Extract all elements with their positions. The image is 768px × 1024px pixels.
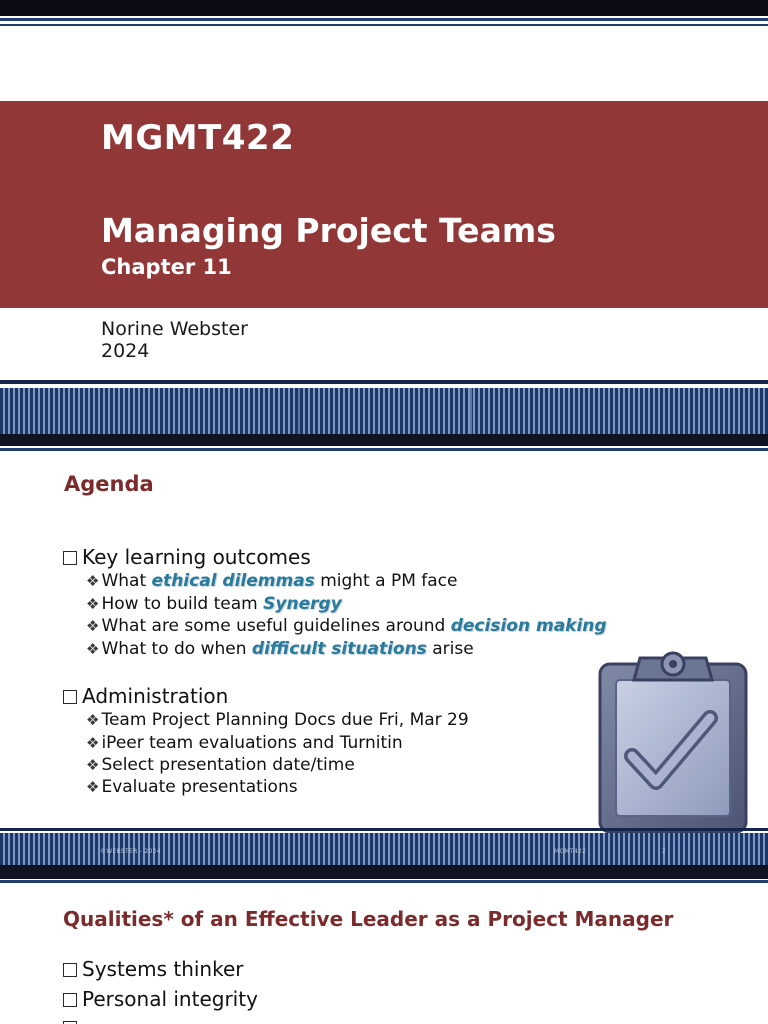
top-rule-thin — [0, 24, 768, 26]
band-divider — [470, 388, 472, 434]
slide1-top-bar — [0, 0, 768, 16]
clipboard-checkmark-icon — [594, 646, 752, 836]
checkbox-bullet-icon — [63, 993, 77, 1007]
footer-page-number: 2 — [662, 848, 667, 855]
diamond-bullet-icon: ❖ — [86, 711, 100, 729]
list-item-partial — [63, 1015, 82, 1024]
footer-rule-bottom — [0, 880, 768, 883]
checkbox-bullet-icon — [63, 963, 77, 977]
agenda-title: Agenda — [64, 472, 154, 496]
course-code: MGMT422 — [101, 118, 295, 158]
section-heading: Key learning outcomes — [82, 545, 311, 569]
chapter-label: Chapter 11 — [101, 255, 232, 279]
diamond-bullet-icon: ❖ — [86, 595, 100, 613]
stripe-band-1 — [0, 388, 768, 434]
diamond-bullet-icon: ❖ — [86, 640, 100, 658]
footer-course: MGMT422 — [554, 848, 587, 855]
highlight-text: difficult situations — [251, 639, 427, 659]
list-item: Systems thinker — [63, 957, 244, 981]
footer-copyright: ©WEBSTER - 2024 — [100, 848, 161, 855]
checkbox-bullet-icon — [63, 551, 77, 565]
top-rule — [0, 18, 768, 21]
diamond-bullet-icon: ❖ — [86, 756, 100, 774]
section-administration — [63, 684, 228, 708]
author-year: 2024 — [101, 340, 150, 362]
band-rule-bottom — [0, 448, 768, 451]
footer-rule-top — [0, 828, 768, 831]
list-item: ❖ Team Project Planning Docs due Fri, Mar 29 — [86, 710, 469, 730]
highlight-text: Synergy — [263, 594, 342, 614]
checkbox-bullet-icon — [63, 690, 77, 704]
diamond-bullet-icon: ❖ — [86, 617, 100, 635]
band-divider — [298, 388, 300, 434]
diamond-bullet-icon: ❖ — [86, 734, 100, 752]
section-key-learning — [63, 545, 311, 569]
list-item: ❖ What to do when difficult situations arise — [86, 639, 474, 659]
list-item: Personal integrity — [63, 987, 258, 1011]
list-item: ❖ What are some useful guidelines around decision making — [86, 616, 607, 636]
list-item: ❖ Evaluate presentations — [86, 777, 298, 797]
list-item: ❖ What ethical dilemmas might a PM face — [86, 571, 458, 591]
list-item: ❖ iPeer team evaluations and Turnitin — [86, 733, 403, 753]
author-block — [101, 318, 248, 362]
highlight-text: decision making — [450, 616, 607, 636]
slide-title: Managing Project Teams — [101, 211, 556, 250]
section-heading: Administration — [82, 684, 229, 708]
qualities-title: Qualities* of an Effective Leader as a Project Manager — [63, 907, 674, 931]
list-item: ❖ Select presentation date/time — [86, 755, 355, 775]
list-item: ❖ How to build team Synergy — [86, 594, 342, 614]
band-rule-top — [0, 380, 768, 384]
dark-band-2 — [0, 865, 768, 879]
dark-band-1 — [0, 434, 768, 446]
highlight-text: ethical dilemmas — [151, 571, 315, 591]
author-name: Norine Webster — [101, 318, 248, 340]
diamond-bullet-icon: ❖ — [86, 778, 100, 796]
diamond-bullet-icon: ❖ — [86, 572, 100, 590]
